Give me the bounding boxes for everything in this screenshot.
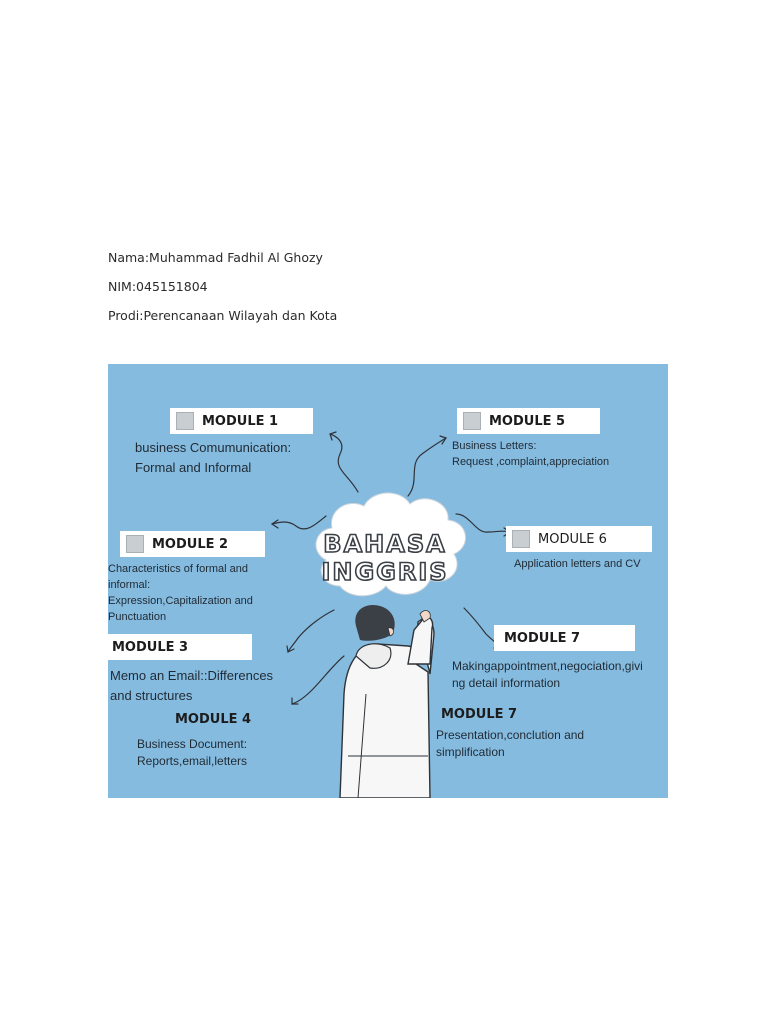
- student-prodi: Prodi:Perencanaan Wilayah dan Kota: [108, 308, 338, 323]
- module-7a-line: Makingappointment,negociation,givi: [452, 659, 643, 673]
- arrow-module-5: [408, 438, 446, 496]
- module-7b-line: simplification: [436, 745, 505, 759]
- module-7a-description: [452, 658, 643, 692]
- module-6-square-icon: [512, 530, 530, 548]
- module-1-label: MODULE 1: [202, 413, 279, 429]
- arrow-module-3: [288, 610, 334, 652]
- module-3-header: [108, 634, 252, 660]
- module-2-description: [108, 561, 253, 625]
- module-7a-header: [494, 625, 635, 651]
- module-6-header: [506, 526, 652, 552]
- module-3-line: and structures: [110, 688, 193, 703]
- module-5-label: MODULE 5: [489, 413, 566, 429]
- module-2-line: informal:: [108, 579, 151, 591]
- center-title-line1: BAHASA: [323, 530, 447, 558]
- module-1-header: [170, 408, 313, 434]
- center-title-line2: INGGRIS: [321, 558, 449, 586]
- module-4-description: [137, 736, 247, 770]
- module-3-description: [110, 666, 273, 706]
- module-7a-line: ng detail information: [452, 676, 561, 690]
- module-2-line: Expression,Capitalization and: [108, 595, 253, 607]
- mind-map-image: [108, 364, 668, 798]
- module-3-label: MODULE 3: [112, 639, 189, 655]
- module-1-description: [135, 438, 291, 478]
- module-6-line: Application letters and CV: [514, 558, 641, 570]
- module-1-square-icon: [176, 412, 194, 430]
- module-7b-line: Presentation,conclution and: [436, 728, 585, 742]
- student-name: Nama:Muhammad Fadhil Al Ghozy: [108, 250, 323, 265]
- arrow-module-2-head: [272, 520, 278, 528]
- student-nim: NIM:045151804: [108, 279, 208, 294]
- module-7a-label: MODULE 7: [504, 630, 581, 646]
- module-1-line: business Comumunication:: [135, 440, 292, 455]
- hair: [355, 605, 394, 641]
- module-1-line: Formal and Informal: [135, 460, 252, 475]
- module-6-description: [514, 556, 641, 572]
- module-2-line: Punctuation: [108, 611, 167, 623]
- module-5-line: Request ,complaint,appreciation: [452, 456, 610, 468]
- module-2-header: [120, 531, 265, 557]
- module-4-line: Reports,email,letters: [137, 754, 248, 768]
- person: [340, 605, 434, 798]
- module-4-line: Business Document:: [137, 737, 248, 751]
- module-6-label: MODULE 6: [538, 531, 607, 547]
- module-2-line: Characteristics of formal and: [108, 563, 248, 575]
- module-4-label: MODULE 4: [175, 712, 252, 727]
- module-5-header: [457, 408, 600, 434]
- raised-arm: [408, 617, 433, 664]
- module-7b-description: [436, 727, 584, 761]
- module-5-square-icon: [463, 412, 481, 430]
- module-3-line: Memo an Email::Differences: [110, 668, 274, 683]
- module-5-description: [452, 438, 609, 470]
- module-2-label: MODULE 2: [152, 536, 229, 552]
- module-7b-label: MODULE 7: [441, 707, 518, 722]
- module-5-line: Business Letters:: [452, 440, 537, 452]
- module-2-square-icon: [126, 535, 144, 553]
- arrow-module-1: [330, 434, 358, 492]
- arrow-module-2: [272, 516, 326, 529]
- arrow-module-4: [292, 656, 344, 704]
